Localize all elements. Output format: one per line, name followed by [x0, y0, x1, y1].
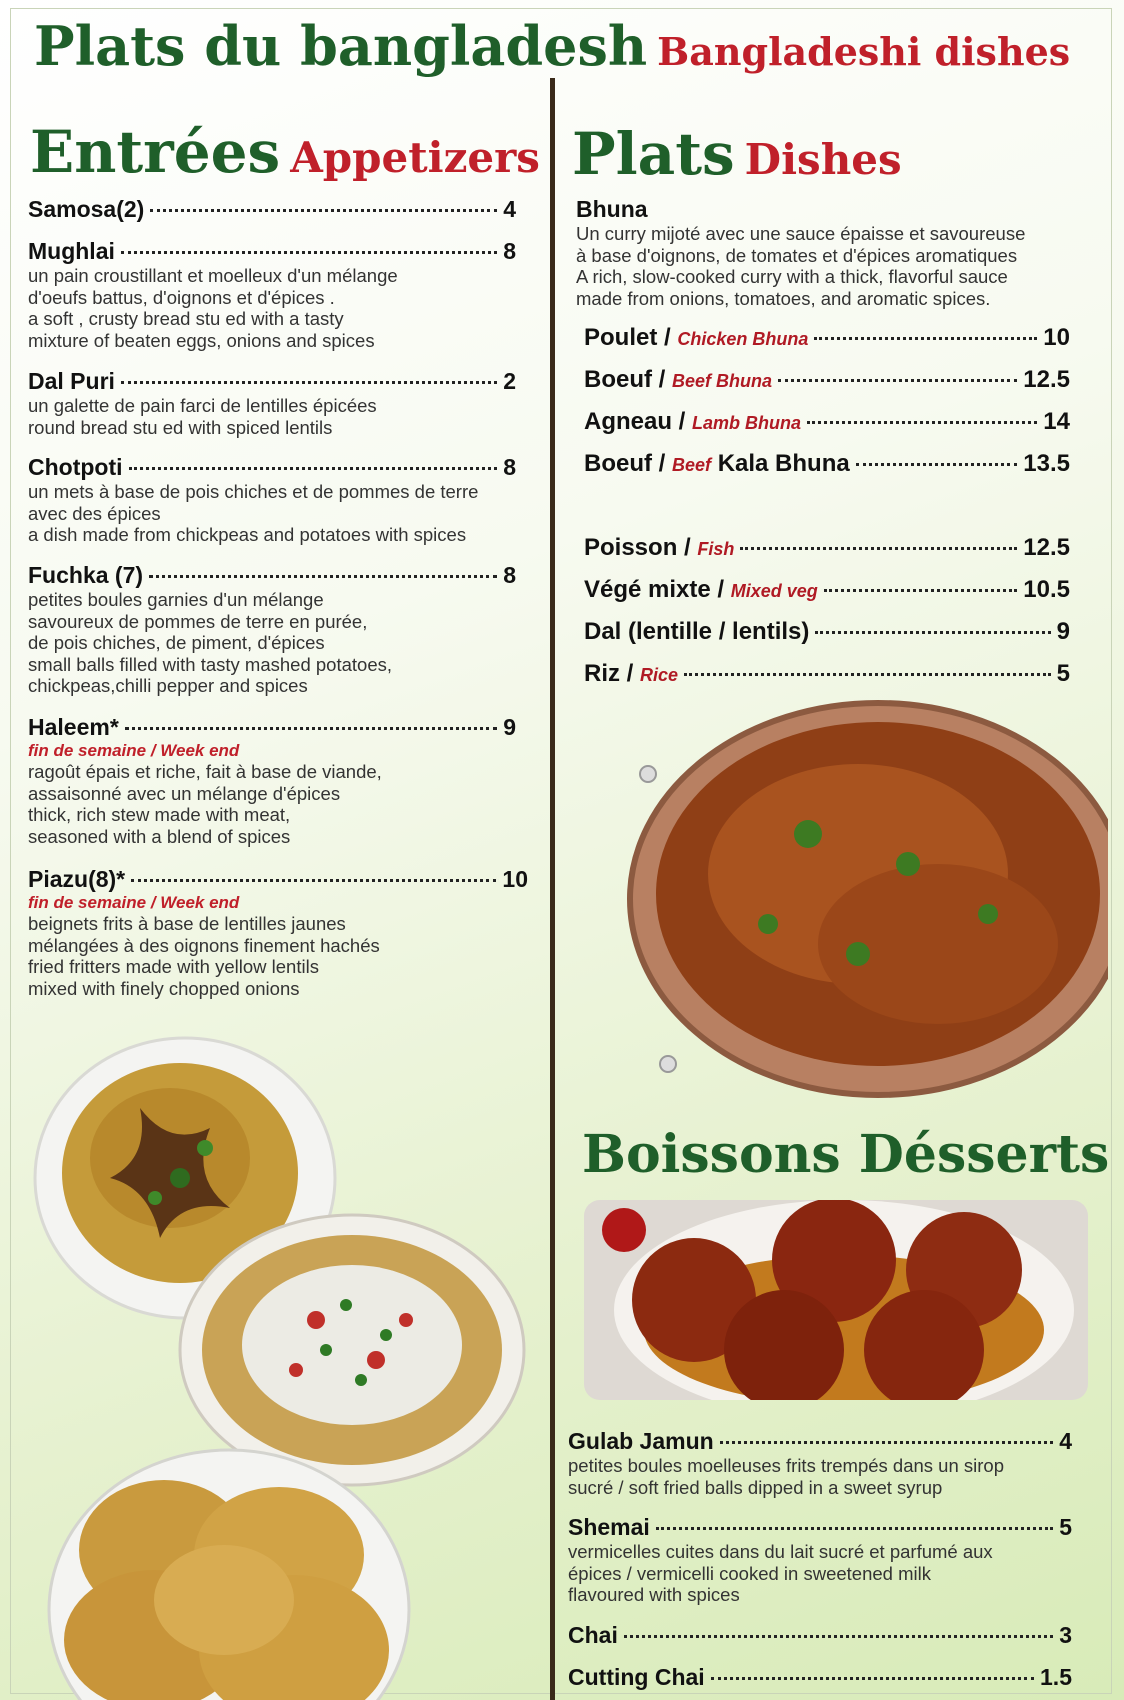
gulab-jamun-photo	[584, 1200, 1088, 1400]
appetizer-item-samosa	[28, 196, 516, 223]
item-desc-line: épices / vermicelli cooked in sweetened milk	[568, 1562, 931, 1584]
bhuna-desc-line: Un curry mijoté avec une sauce épaisse et savoureuse	[576, 223, 1026, 244]
item-price: 10.5	[1023, 576, 1070, 603]
dessert-item-gulab-jamun	[568, 1428, 1072, 1498]
item-price: 1.5	[1040, 1664, 1072, 1690]
item-price: 10	[1043, 324, 1070, 351]
dot-leader	[778, 379, 1017, 382]
item-desc-line: un pain croustillant et moelleux d'un mélange	[28, 265, 398, 286]
item-price: 5	[1056, 660, 1070, 687]
dishes-heading-en: Dishes	[744, 135, 902, 184]
dessert-item-shemai	[568, 1514, 1072, 1606]
dot-leader	[131, 879, 496, 882]
dal-puri-plate-photo	[44, 1440, 414, 1700]
title-fr: Plats du bangladesh	[34, 14, 648, 78]
appetizer-item-chotpoti	[28, 454, 516, 546]
title-en: Bangladeshi dishes	[657, 29, 1071, 74]
item-sub: Mixed veg	[730, 581, 818, 601]
dot-leader	[684, 673, 1051, 676]
item-desc-line: avec des épices	[28, 502, 161, 524]
dot-leader	[656, 1527, 1053, 1530]
item-sub: Beef	[672, 455, 712, 475]
appetizer-item-fuchka	[28, 562, 516, 697]
item-name: Fuchka (7)	[28, 562, 144, 588]
item-desc-line: petites boules moelleuses frits trempés dans un sirop	[568, 1455, 1004, 1476]
bhuna-curry-pan-photo	[608, 694, 1108, 1104]
item-desc-line: mélangées à des oignons finement hachés	[28, 934, 380, 956]
dish-item-poisson	[584, 534, 1070, 562]
dot-leader	[149, 575, 497, 578]
dishes-heading-fr: Plats	[572, 120, 735, 188]
appetizer-item-mughlai	[28, 238, 516, 351]
item-desc-line: a soft , crusty bread stu ed with a tasty	[28, 308, 344, 329]
item-name: Piazu(8)*	[28, 866, 126, 892]
item-desc-line: chickpeas,chilli pepper and spices	[28, 675, 308, 696]
item-desc-line: seasoned with a blend of spices	[28, 825, 291, 847]
item-extra: Kala Bhuna	[717, 450, 850, 477]
dot-leader	[624, 1635, 1053, 1638]
item-desc-line: un galette de pain farci de lentilles épicées	[28, 395, 377, 416]
bhuna-desc-line: à base d'oignons, de tomates et d'épices aromatiques	[576, 244, 1018, 266]
column-divider	[550, 78, 555, 1700]
appetizer-item-piazu	[28, 866, 528, 999]
item-desc-line: de pois chiches, de piment, d'épices	[28, 632, 325, 653]
drink-item-chai	[568, 1622, 1072, 1649]
item-price: 8	[503, 562, 516, 588]
item-name: Agneau /	[584, 408, 686, 435]
dot-leader	[807, 421, 1037, 424]
bhuna-desc-line: A rich, slow-cooked curry with a thick, flavorful sauce	[576, 266, 1008, 287]
dish-item-vege-mixte	[584, 576, 1070, 604]
item-desc-line: a dish made from chickpeas and potatoes with spices	[28, 524, 467, 545]
dot-leader	[814, 337, 1037, 340]
dish-item-boeuf	[584, 366, 1070, 394]
item-desc-line: d'oeufs battus, d'oignons et d'épices .	[28, 286, 335, 308]
item-desc-line: ragoût épais et riche, fait à base de viande,	[28, 761, 382, 782]
item-desc-line: mixture of beaten eggs, onions and spices	[28, 329, 375, 351]
item-price: 9	[1056, 618, 1070, 645]
item-name: Poulet /	[584, 324, 671, 351]
item-desc-line: assaisonné avec un mélange d'épices	[28, 782, 341, 804]
item-price: 2	[503, 368, 516, 394]
item-desc-line: un mets à base de pois chiches et de pommes de terre	[28, 481, 479, 502]
item-name: Mughlai	[28, 238, 115, 264]
item-price: 8	[503, 238, 516, 264]
drink-item-cutting-chai	[568, 1664, 1072, 1691]
item-desc-line: mixed with finely chopped onions	[28, 977, 300, 999]
item-price: 8	[503, 454, 516, 480]
item-desc-line: round bread stu ed with spiced lentils	[28, 416, 333, 438]
bhuna-title: Bhuna	[576, 196, 648, 222]
appetizers-heading-fr: Entrées	[30, 118, 281, 186]
item-price: 9	[503, 714, 516, 740]
item-desc-line: small balls filled with tasty mashed potatoes,	[28, 653, 393, 675]
appetizer-item-haleem	[28, 714, 516, 847]
dot-leader	[815, 631, 1050, 634]
item-price: 10	[502, 866, 528, 892]
item-desc-line: fried fritters made with yellow lentils	[28, 956, 319, 977]
dishes-heading	[572, 120, 902, 188]
bhuna-desc-line: made from onions, tomatoes, and aromatic spices.	[576, 287, 991, 309]
item-price: 5	[1059, 1514, 1072, 1540]
item-price: 4	[1059, 1428, 1072, 1454]
dish-item-agneau	[584, 408, 1070, 436]
dot-leader	[121, 381, 497, 384]
item-desc-line: flavoured with spices	[568, 1584, 740, 1605]
drinks-heading-text: Boissons Désserts	[582, 1124, 1110, 1185]
item-price: 4	[503, 196, 516, 222]
item-sub: Rice	[640, 665, 679, 685]
item-sub: Lamb Bhuna	[692, 413, 802, 433]
dish-item-dal	[584, 618, 1070, 646]
item-name: Dal (lentille / lentils)	[584, 618, 810, 645]
drinks-desserts-heading	[582, 1124, 1109, 1185]
item-name: Chai	[568, 1622, 618, 1648]
appetizer-item-dal-puri	[28, 368, 516, 438]
item-price: 12.5	[1023, 534, 1070, 561]
page-title	[34, 14, 1070, 78]
dot-leader	[856, 463, 1018, 466]
dot-leader	[720, 1441, 1054, 1444]
item-name: Shemai	[568, 1514, 650, 1540]
dot-leader	[125, 727, 497, 730]
item-price: 12.5	[1023, 366, 1070, 393]
dot-leader	[129, 467, 498, 470]
item-desc-line: sucré / soft fried balls dipped in a sweet syrup	[568, 1476, 943, 1498]
item-note: fin de semaine / Week end	[28, 741, 240, 760]
item-price: 3	[1059, 1622, 1072, 1648]
dot-leader	[711, 1677, 1034, 1680]
item-price: 14	[1043, 408, 1070, 435]
item-note: fin de semaine / Week end	[28, 893, 240, 912]
item-sub: Beef Bhuna	[672, 371, 773, 391]
item-name: Poisson /	[584, 534, 691, 561]
dish-item-poulet	[584, 324, 1070, 352]
item-desc-line: savoureux de pommes de terre en purée,	[28, 610, 368, 632]
dot-leader	[740, 547, 1017, 550]
item-desc-line: beignets frits à base de lentilles jaunes	[28, 913, 346, 934]
item-desc-line: thick, rich stew made with meat,	[28, 804, 291, 825]
item-name: Dal Puri	[28, 368, 115, 394]
dot-leader	[824, 589, 1018, 592]
appetizers-heading-en: Appetizers	[290, 133, 540, 182]
item-name: Riz /	[584, 660, 634, 687]
item-price: 13.5	[1023, 450, 1070, 477]
bhuna-section	[576, 196, 1096, 309]
item-desc-line: vermicelles cuites dans du lait sucré et parfumé aux	[568, 1541, 993, 1562]
item-name: Cutting Chai	[568, 1664, 705, 1690]
item-sub: Fish	[697, 539, 735, 559]
appetizers-heading	[30, 118, 540, 186]
item-name: Végé mixte /	[584, 576, 725, 603]
item-name: Chotpoti	[28, 454, 123, 480]
item-sub: Chicken Bhuna	[677, 329, 809, 349]
dot-leader	[121, 251, 497, 254]
item-name: Boeuf /	[584, 450, 666, 477]
item-name: Gulab Jamun	[568, 1428, 714, 1454]
dish-item-boeuf-kala	[584, 450, 1070, 478]
item-name: Haleem*	[28, 714, 119, 740]
item-name: Samosa(2)	[28, 196, 145, 222]
item-name: Boeuf /	[584, 366, 666, 393]
item-desc-line: petites boules garnies d'un mélange	[28, 589, 324, 610]
dot-leader	[150, 209, 497, 212]
dish-item-riz	[584, 660, 1070, 688]
